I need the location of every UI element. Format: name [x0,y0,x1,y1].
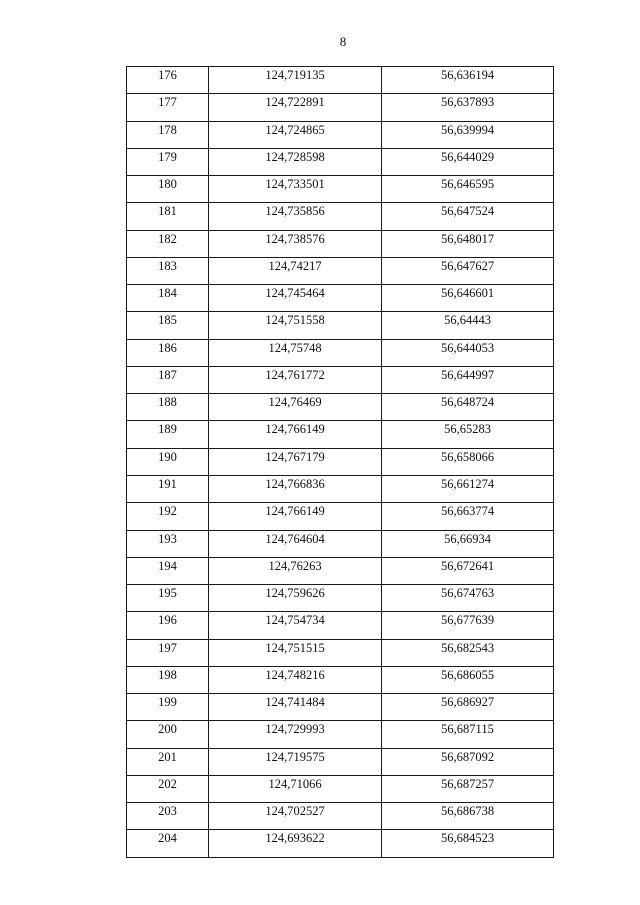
row-number-cell: 190 [127,448,209,475]
value-1-cell: 124,74217 [209,257,382,284]
table-row [127,585,554,612]
value-2-cell: 56,639994 [382,121,554,148]
value-2-cell: 56,64443 [382,312,554,339]
row-number-cell: 186 [127,339,209,366]
value-2-cell: 56,644997 [382,366,554,393]
value-1-cell: 124,751558 [209,312,382,339]
table-row [127,176,554,203]
value-2-cell: 56,687092 [382,748,554,775]
table-row [127,121,554,148]
value-1-cell: 124,693622 [209,830,382,857]
table-row [127,203,554,230]
value-1-cell: 124,75748 [209,339,382,366]
value-1-cell: 124,748216 [209,666,382,693]
value-2-cell: 56,646601 [382,285,554,312]
value-2-cell: 56,637893 [382,94,554,121]
table-row [127,666,554,693]
table-row [127,94,554,121]
table-row [127,312,554,339]
row-number-cell: 191 [127,475,209,502]
row-number-cell: 178 [127,121,209,148]
value-1-cell: 124,761772 [209,366,382,393]
value-1-cell: 124,738576 [209,230,382,257]
table-row [127,694,554,721]
value-1-cell: 124,76263 [209,557,382,584]
value-1-cell: 124,729993 [209,721,382,748]
row-number-cell: 188 [127,394,209,421]
value-1-cell: 124,71066 [209,775,382,802]
value-2-cell: 56,677639 [382,612,554,639]
row-number-cell: 179 [127,148,209,175]
value-1-cell: 124,733501 [209,176,382,203]
value-2-cell: 56,686927 [382,694,554,721]
value-1-cell: 124,719135 [209,67,382,94]
value-2-cell: 56,687115 [382,721,554,748]
value-1-cell: 124,745464 [209,285,382,312]
value-2-cell: 56,684523 [382,830,554,857]
value-1-cell: 124,702527 [209,803,382,830]
row-number-cell: 185 [127,312,209,339]
table-row [127,503,554,530]
value-2-cell: 56,647524 [382,203,554,230]
row-number-cell: 202 [127,775,209,802]
value-1-cell: 124,741484 [209,694,382,721]
table-row [127,775,554,802]
row-number-cell: 200 [127,721,209,748]
row-number-cell: 176 [127,67,209,94]
table-row [127,366,554,393]
value-2-cell: 56,661274 [382,475,554,502]
table-row [127,421,554,448]
value-1-cell: 124,766149 [209,421,382,448]
row-number-cell: 196 [127,612,209,639]
row-number-cell: 201 [127,748,209,775]
table-body [127,67,554,858]
row-number-cell: 193 [127,530,209,557]
row-number-cell: 204 [127,830,209,857]
value-1-cell: 124,76469 [209,394,382,421]
coordinates-table [126,66,554,858]
row-number-cell: 189 [127,421,209,448]
table-row [127,639,554,666]
value-2-cell: 56,686055 [382,666,554,693]
table-row [127,230,554,257]
table-row [127,530,554,557]
value-2-cell: 56,686738 [382,803,554,830]
value-1-cell: 124,728598 [209,148,382,175]
table-row [127,612,554,639]
value-2-cell: 56,658066 [382,448,554,475]
page-number: 8 [339,34,347,49]
row-number-cell: 198 [127,666,209,693]
row-number-cell: 203 [127,803,209,830]
table-row [127,748,554,775]
table-row [127,448,554,475]
value-1-cell: 124,724865 [209,121,382,148]
table-row [127,285,554,312]
value-2-cell: 56,636194 [382,67,554,94]
value-2-cell: 56,644029 [382,148,554,175]
value-1-cell: 124,751515 [209,639,382,666]
table-row [127,475,554,502]
value-1-cell: 124,766836 [209,475,382,502]
value-1-cell: 124,764604 [209,530,382,557]
row-number-cell: 182 [127,230,209,257]
value-1-cell: 124,719575 [209,748,382,775]
table-row [127,257,554,284]
row-number-cell: 192 [127,503,209,530]
row-number-cell: 194 [127,557,209,584]
table-row [127,830,554,857]
table-row [127,67,554,94]
value-2-cell: 56,644053 [382,339,554,366]
row-number-cell: 183 [127,257,209,284]
row-number-cell: 184 [127,285,209,312]
table-row [127,394,554,421]
value-1-cell: 124,767179 [209,448,382,475]
value-2-cell: 56,674763 [382,585,554,612]
row-number-cell: 181 [127,203,209,230]
row-number-cell: 195 [127,585,209,612]
value-2-cell: 56,663774 [382,503,554,530]
table-row [127,557,554,584]
value-2-cell: 56,648017 [382,230,554,257]
value-2-cell: 56,682543 [382,639,554,666]
value-2-cell: 56,648724 [382,394,554,421]
value-1-cell: 124,759626 [209,585,382,612]
value-2-cell: 56,672641 [382,557,554,584]
row-number-cell: 199 [127,694,209,721]
table-row [127,339,554,366]
value-1-cell: 124,735856 [209,203,382,230]
table-row [127,721,554,748]
value-2-cell: 56,66934 [382,530,554,557]
value-2-cell: 56,65283 [382,421,554,448]
value-1-cell: 124,722891 [209,94,382,121]
table-row [127,803,554,830]
value-1-cell: 124,766149 [209,503,382,530]
value-2-cell: 56,687257 [382,775,554,802]
row-number-cell: 177 [127,94,209,121]
row-number-cell: 197 [127,639,209,666]
value-1-cell: 124,754734 [209,612,382,639]
row-number-cell: 187 [127,366,209,393]
value-2-cell: 56,647627 [382,257,554,284]
table-row [127,148,554,175]
value-2-cell: 56,646595 [382,176,554,203]
row-number-cell: 180 [127,176,209,203]
